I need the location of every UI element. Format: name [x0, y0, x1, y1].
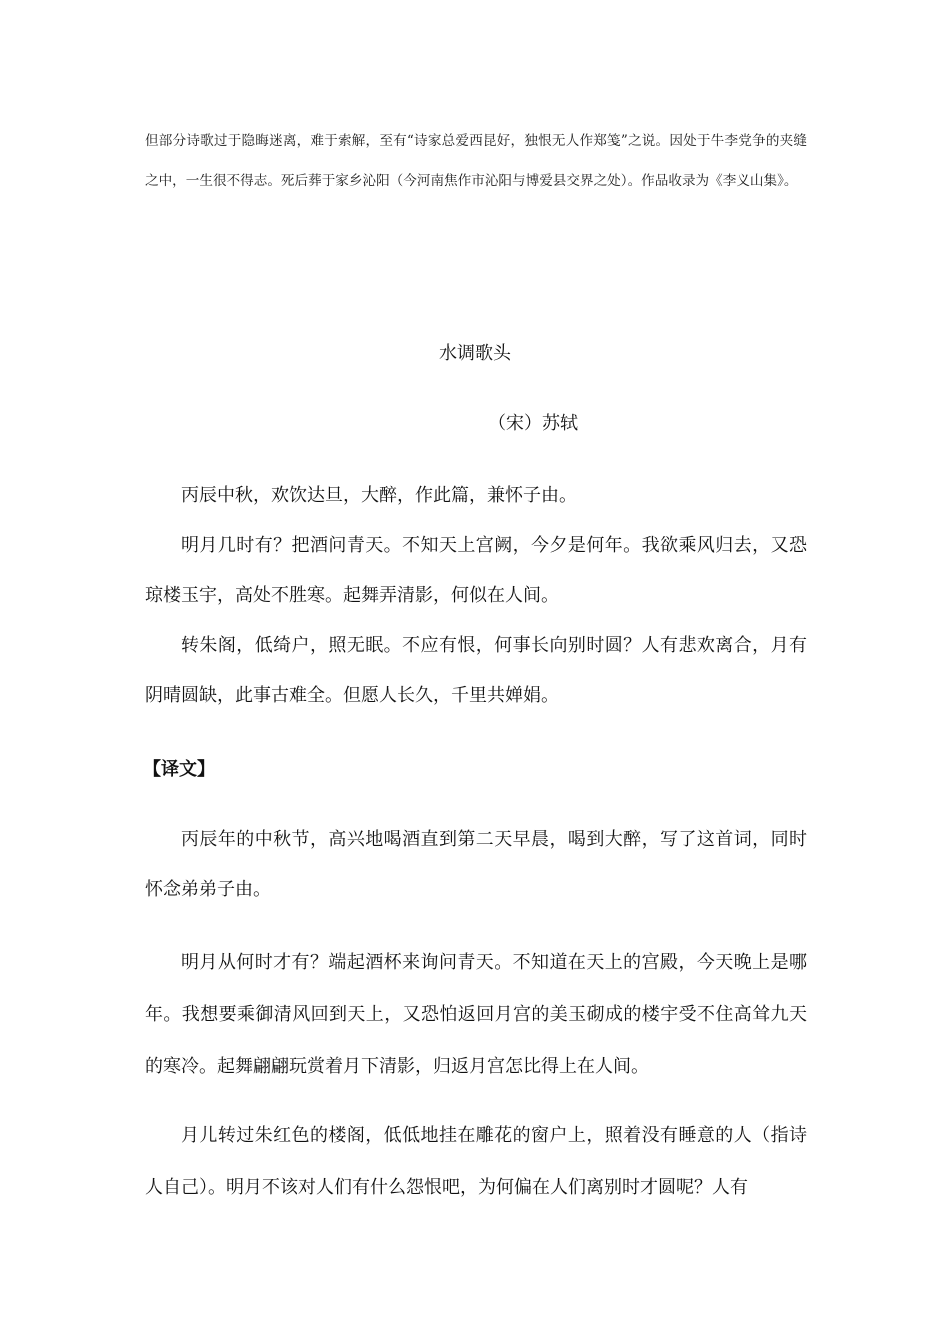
poem-verse-first-stanza: 明月几时有？把酒问青天。不知天上宫阙，今夕是何年。我欲乘风归去，又恐琼楼玉宇，高处不胜寒。起舞弄清影，何似在人间。: [145, 535, 807, 606]
translation-paragraph-3: 月儿转过朱红色的楼阁，低低地挂在雕花的窗户上，照着没有睡意的人（指诗人自己）。明月不该对人们有什么怨恨吧，为何偏在人们离别时才圆呢？人有: [145, 1125, 807, 1198]
biography-paragraph: 但部分诗歌过于隐晦迷离，难于索解，至有“诗家总爱西昆好，独恨无人作郑笺”之说。因处于牛李党争的夹缝之中，一生很不得志。死后葬于家乡沁阳（今河南焦作市沁阳与博爱县交界之处）。作品收录为《李义山集》。: [145, 133, 807, 189]
translation-heading: 【译文】: [143, 759, 215, 780]
translation-paragraph-2: 明月从何时才有？端起酒杯来询问青天。不知道在天上的宫殿，今天晚上是哪年。我想要乘御清风回到天上，又恐怕返回月宫的美玉砌成的楼宇受不住高耸九天的寒冷。起舞翩翩玩赏着月下清影，归返月宫怎比得上在人间。: [145, 952, 807, 1077]
poem-title: 水调歌头: [439, 343, 511, 364]
poem-preface: 丙辰中秋，欢饮达旦，大醉，作此篇，兼怀子由。: [181, 485, 577, 506]
poem-verse-second-stanza: 转朱阁，低绮户，照无眠。不应有恨，何事长向别时圆？人有悲欢离合，月有阴晴圆缺，此事古难全。但愿人长久，千里共婵娟。: [145, 635, 807, 706]
poem-author: （宋）苏轼: [488, 413, 578, 434]
translation-paragraph-1: 丙辰年的中秋节，高兴地喝酒直到第二天早晨，喝到大醉，写了这首词，同时怀念弟弟子由。: [145, 829, 807, 900]
